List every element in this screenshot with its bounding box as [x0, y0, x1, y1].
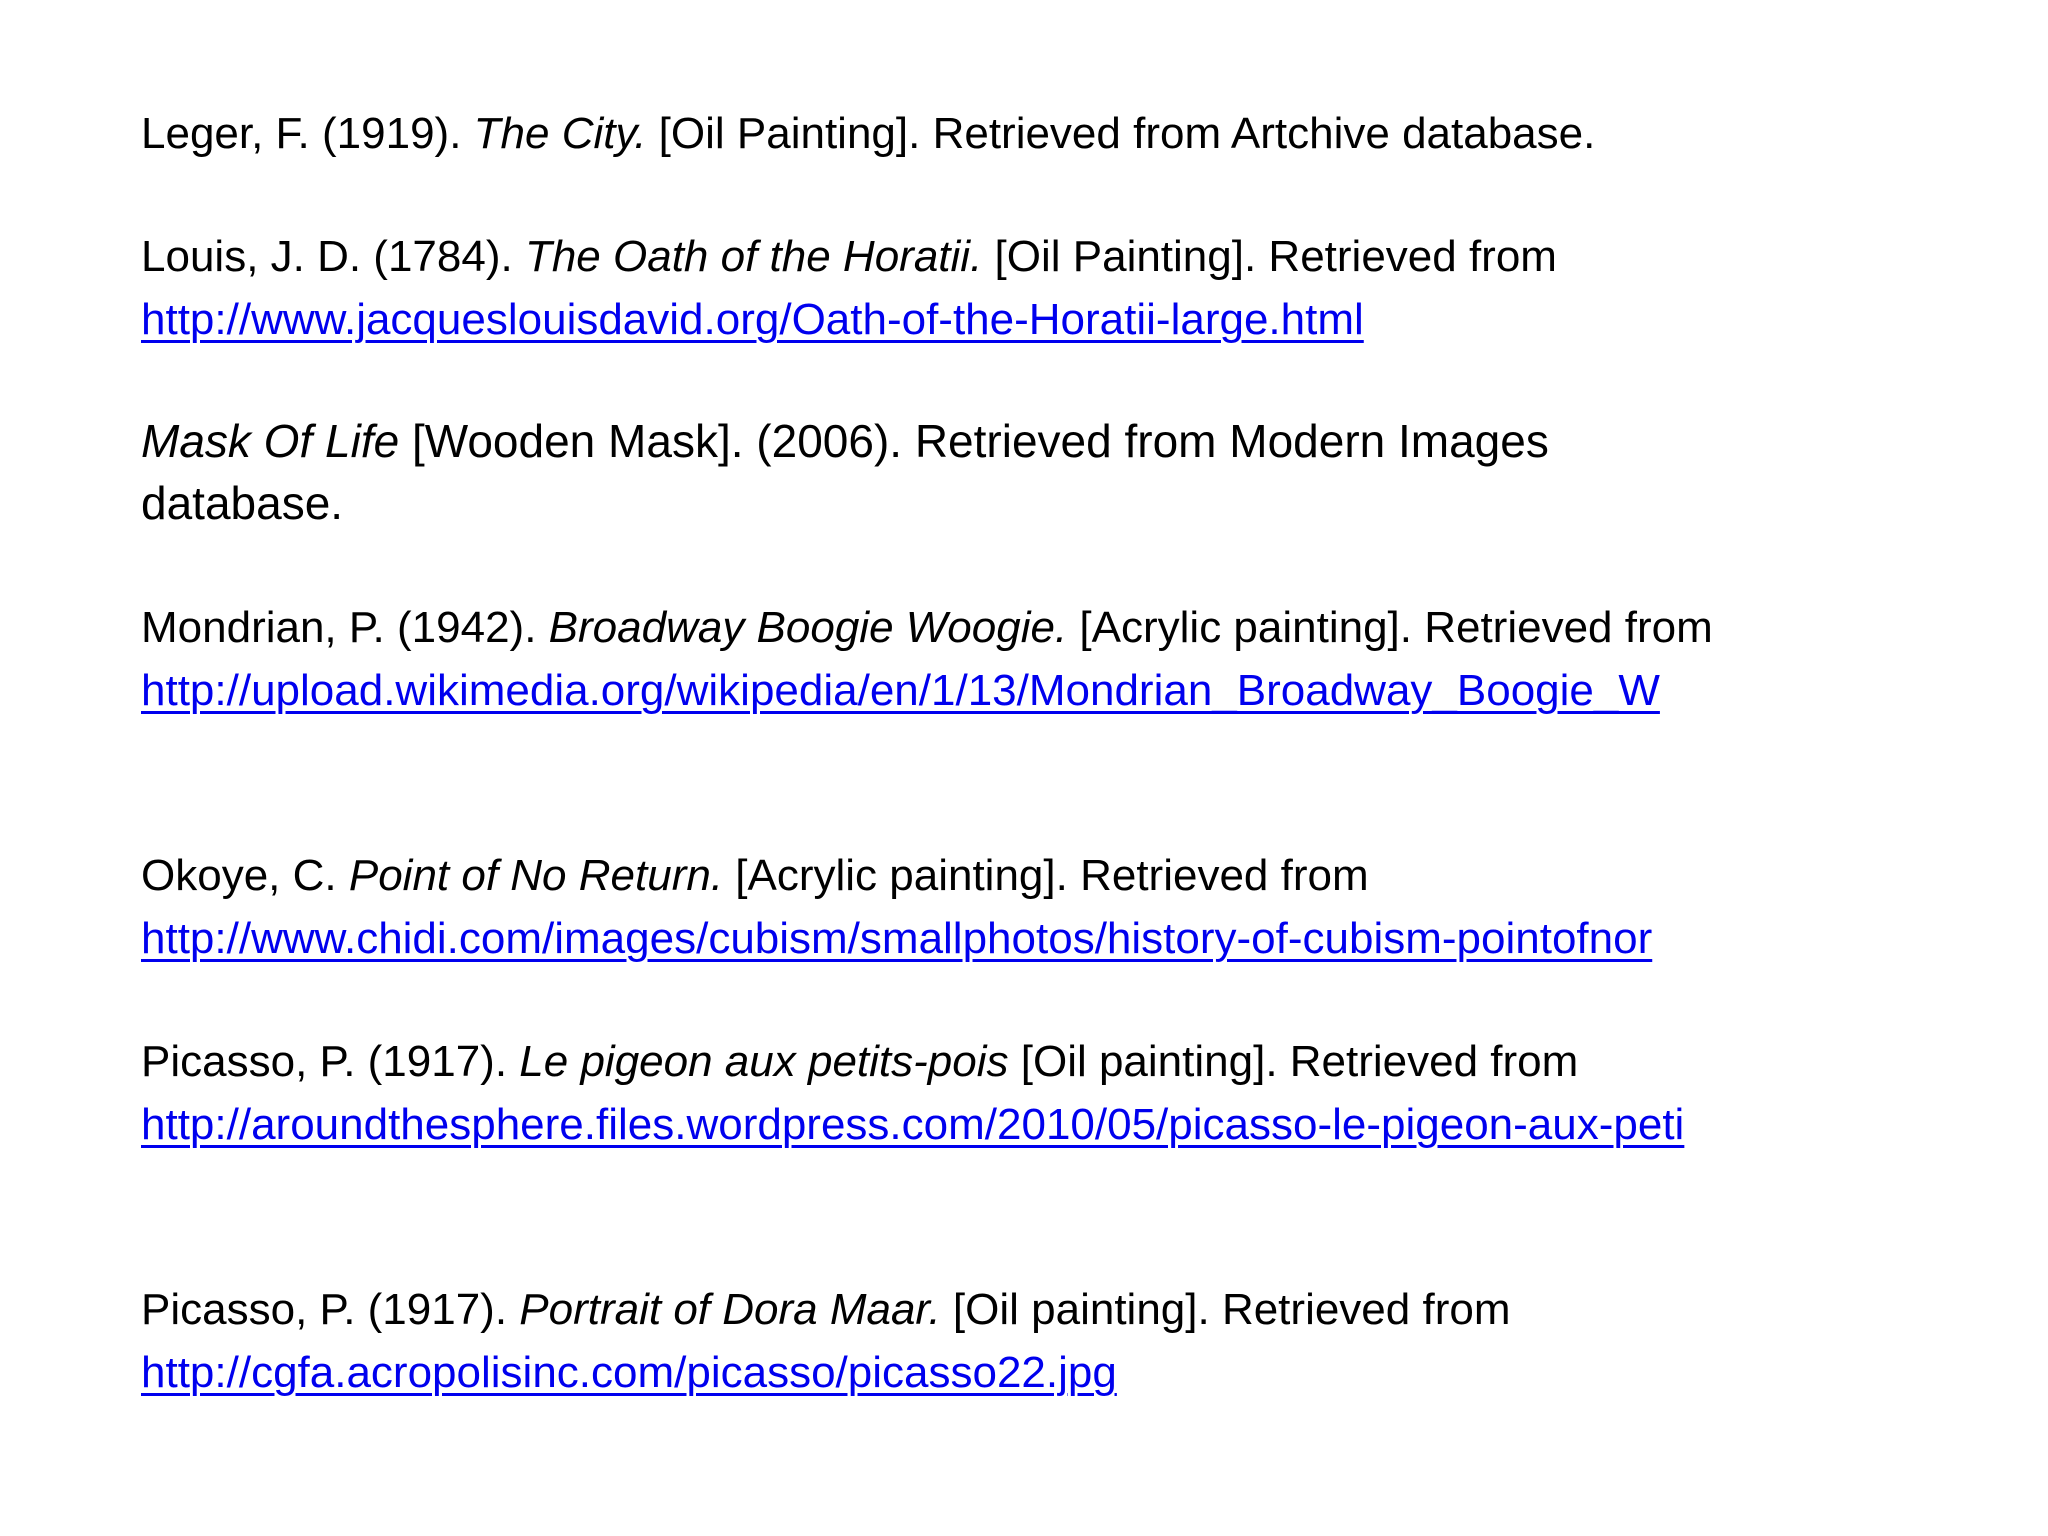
- reference-entry-louis: [141, 225, 1921, 351]
- reference-details-continued: database.: [141, 477, 344, 529]
- reference-author-date: Okoye, C.: [141, 851, 349, 900]
- reference-entry-picasso-dora-maar: [141, 1278, 1921, 1404]
- reference-title: Le pigeon aux petits-pois: [519, 1037, 1009, 1086]
- reference-details: [Acrylic painting]. Retrieved from: [1067, 603, 1713, 652]
- reference-details: [Oil painting]. Retrieved from: [940, 1285, 1511, 1334]
- reference-details: [Oil Painting]. Retrieved from Artchive database.: [646, 109, 1596, 158]
- reference-author-date: Louis, J. D. (1784).: [141, 232, 525, 281]
- reference-link[interactable]: http://upload.wikimedia.org/wikipedia/en/1/13/Mondrian_Broadway_Boogie_W: [141, 666, 1660, 715]
- reference-title: Mask Of Life: [141, 415, 400, 467]
- reference-details: [Oil Painting]. Retrieved from: [982, 232, 1557, 281]
- reference-title: Portrait of Dora Maar.: [519, 1285, 941, 1334]
- reference-entry-mask-of-life: [141, 410, 1921, 534]
- reference-entry-okoye: [141, 844, 1921, 970]
- reference-author-date: Picasso, P. (1917).: [141, 1285, 520, 1334]
- reference-title: Point of No Return.: [348, 851, 724, 900]
- reference-entry-leger: [141, 102, 1921, 165]
- reference-link[interactable]: http://aroundthesphere.files.wordpress.com/2010/05/picasso-le-pigeon-aux-peti: [141, 1100, 1685, 1149]
- reference-author-date: Leger, F. (1919).: [141, 109, 474, 158]
- reference-author-date: Picasso, P. (1917).: [141, 1037, 520, 1086]
- reference-details: [Wooden Mask]. (2006). Retrieved from Modern Images: [399, 415, 1549, 467]
- reference-link[interactable]: http://www.jacqueslouisdavid.org/Oath-of-the-Horatii-large.html: [141, 295, 1364, 344]
- reference-details: [Oil painting]. Retrieved from: [1008, 1037, 1579, 1086]
- reference-author-date: Mondrian, P. (1942).: [141, 603, 549, 652]
- reference-title: The Oath of the Horatii.: [524, 232, 983, 281]
- reference-details: [Acrylic painting]. Retrieved from: [723, 851, 1369, 900]
- reference-link[interactable]: http://www.chidi.com/images/cubism/smallphotos/history-of-cubism-pointofnor: [141, 914, 1653, 963]
- reference-title: Broadway Boogie Woogie.: [548, 603, 1068, 652]
- reference-entry-mondrian: [141, 596, 1921, 722]
- reference-entry-picasso-pigeon: [141, 1030, 1921, 1156]
- reference-link[interactable]: http://cgfa.acropolisinc.com/picasso/picasso22.jpg: [141, 1348, 1117, 1397]
- reference-title: The City.: [473, 109, 647, 158]
